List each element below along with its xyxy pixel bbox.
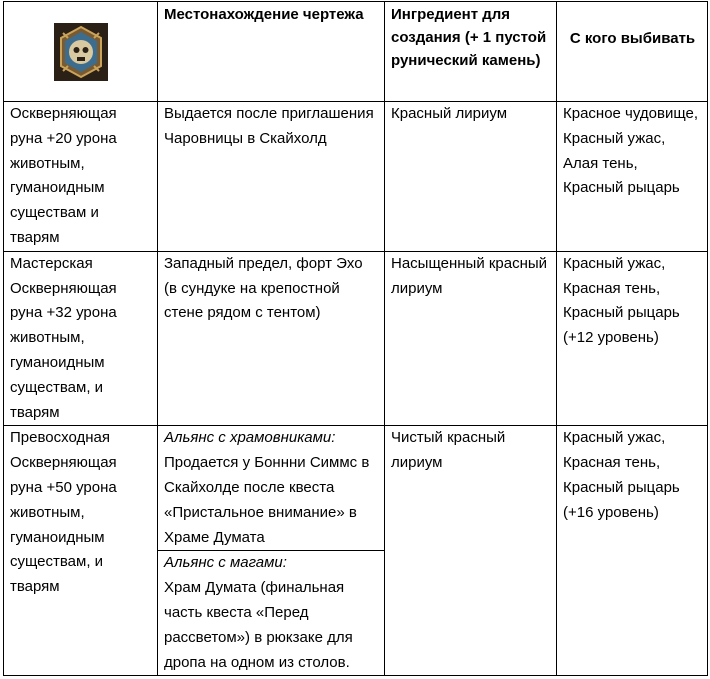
location-templars-text: Продается у Боннни Симмс в Скайхолде после квеста «Пристальное внимание» в Храме Думата	[164, 454, 370, 546]
rune-name-cell: Оскверняющая руна +20 урона животным, гуманоидным существам и тварям	[4, 102, 158, 252]
location-mages-title: Альянс с магами:	[164, 554, 287, 572]
header-row	[4, 2, 708, 102]
ingredient-cell: Чистый красный лириум	[385, 426, 557, 676]
location-mages-text: Храм Думата (финальная часть квеста «Перед рассветом») в рюкзаке для дропа на одном из столов.	[164, 579, 353, 671]
table-row	[4, 426, 708, 551]
runes-table	[3, 1, 708, 676]
location-cell: Выдается после приглашения Чаровницы в Скайхолд	[158, 102, 385, 252]
header-drop-source: С кого выбивать	[557, 2, 708, 102]
header-icon-cell	[4, 2, 158, 102]
table-row	[4, 251, 708, 426]
location-mages-cell	[158, 551, 385, 676]
rune-icon	[54, 23, 108, 81]
drop-cell: Красный ужас, Красная тень, Красный рыцарь (+16 уровень)	[557, 426, 708, 676]
location-templars-cell	[158, 426, 385, 551]
table-row	[4, 102, 708, 252]
drop-cell: Красный ужас, Красная тень, Красный рыцарь (+12 уровень)	[557, 251, 708, 426]
location-templars-title: Альянс с храмовниками:	[164, 429, 336, 447]
rune-name-cell: Превосходная Оскверняющая руна +50 урона животным, гуманоидным существам, и тварям	[4, 426, 158, 676]
header-blueprint-location: Местонахождение чертежа	[158, 2, 385, 102]
rune-name-cell: Мастерская Оскверняющая руна +32 урона животным, гуманоидным существам, и тварям	[4, 251, 158, 426]
location-cell: Западный предел, форт Эхо (в сундуке на крепостной стене рядом с тентом)	[158, 251, 385, 426]
ingredient-cell: Красный лириум	[385, 102, 557, 252]
ingredient-cell: Насыщенный красный лириум	[385, 251, 557, 426]
header-ingredient: Ингредиент для создания (+ 1 пустой рунический камень)	[385, 2, 557, 102]
drop-cell: Красное чудовище, Красный ужас, Алая тень, Красный рыцарь	[557, 102, 708, 252]
